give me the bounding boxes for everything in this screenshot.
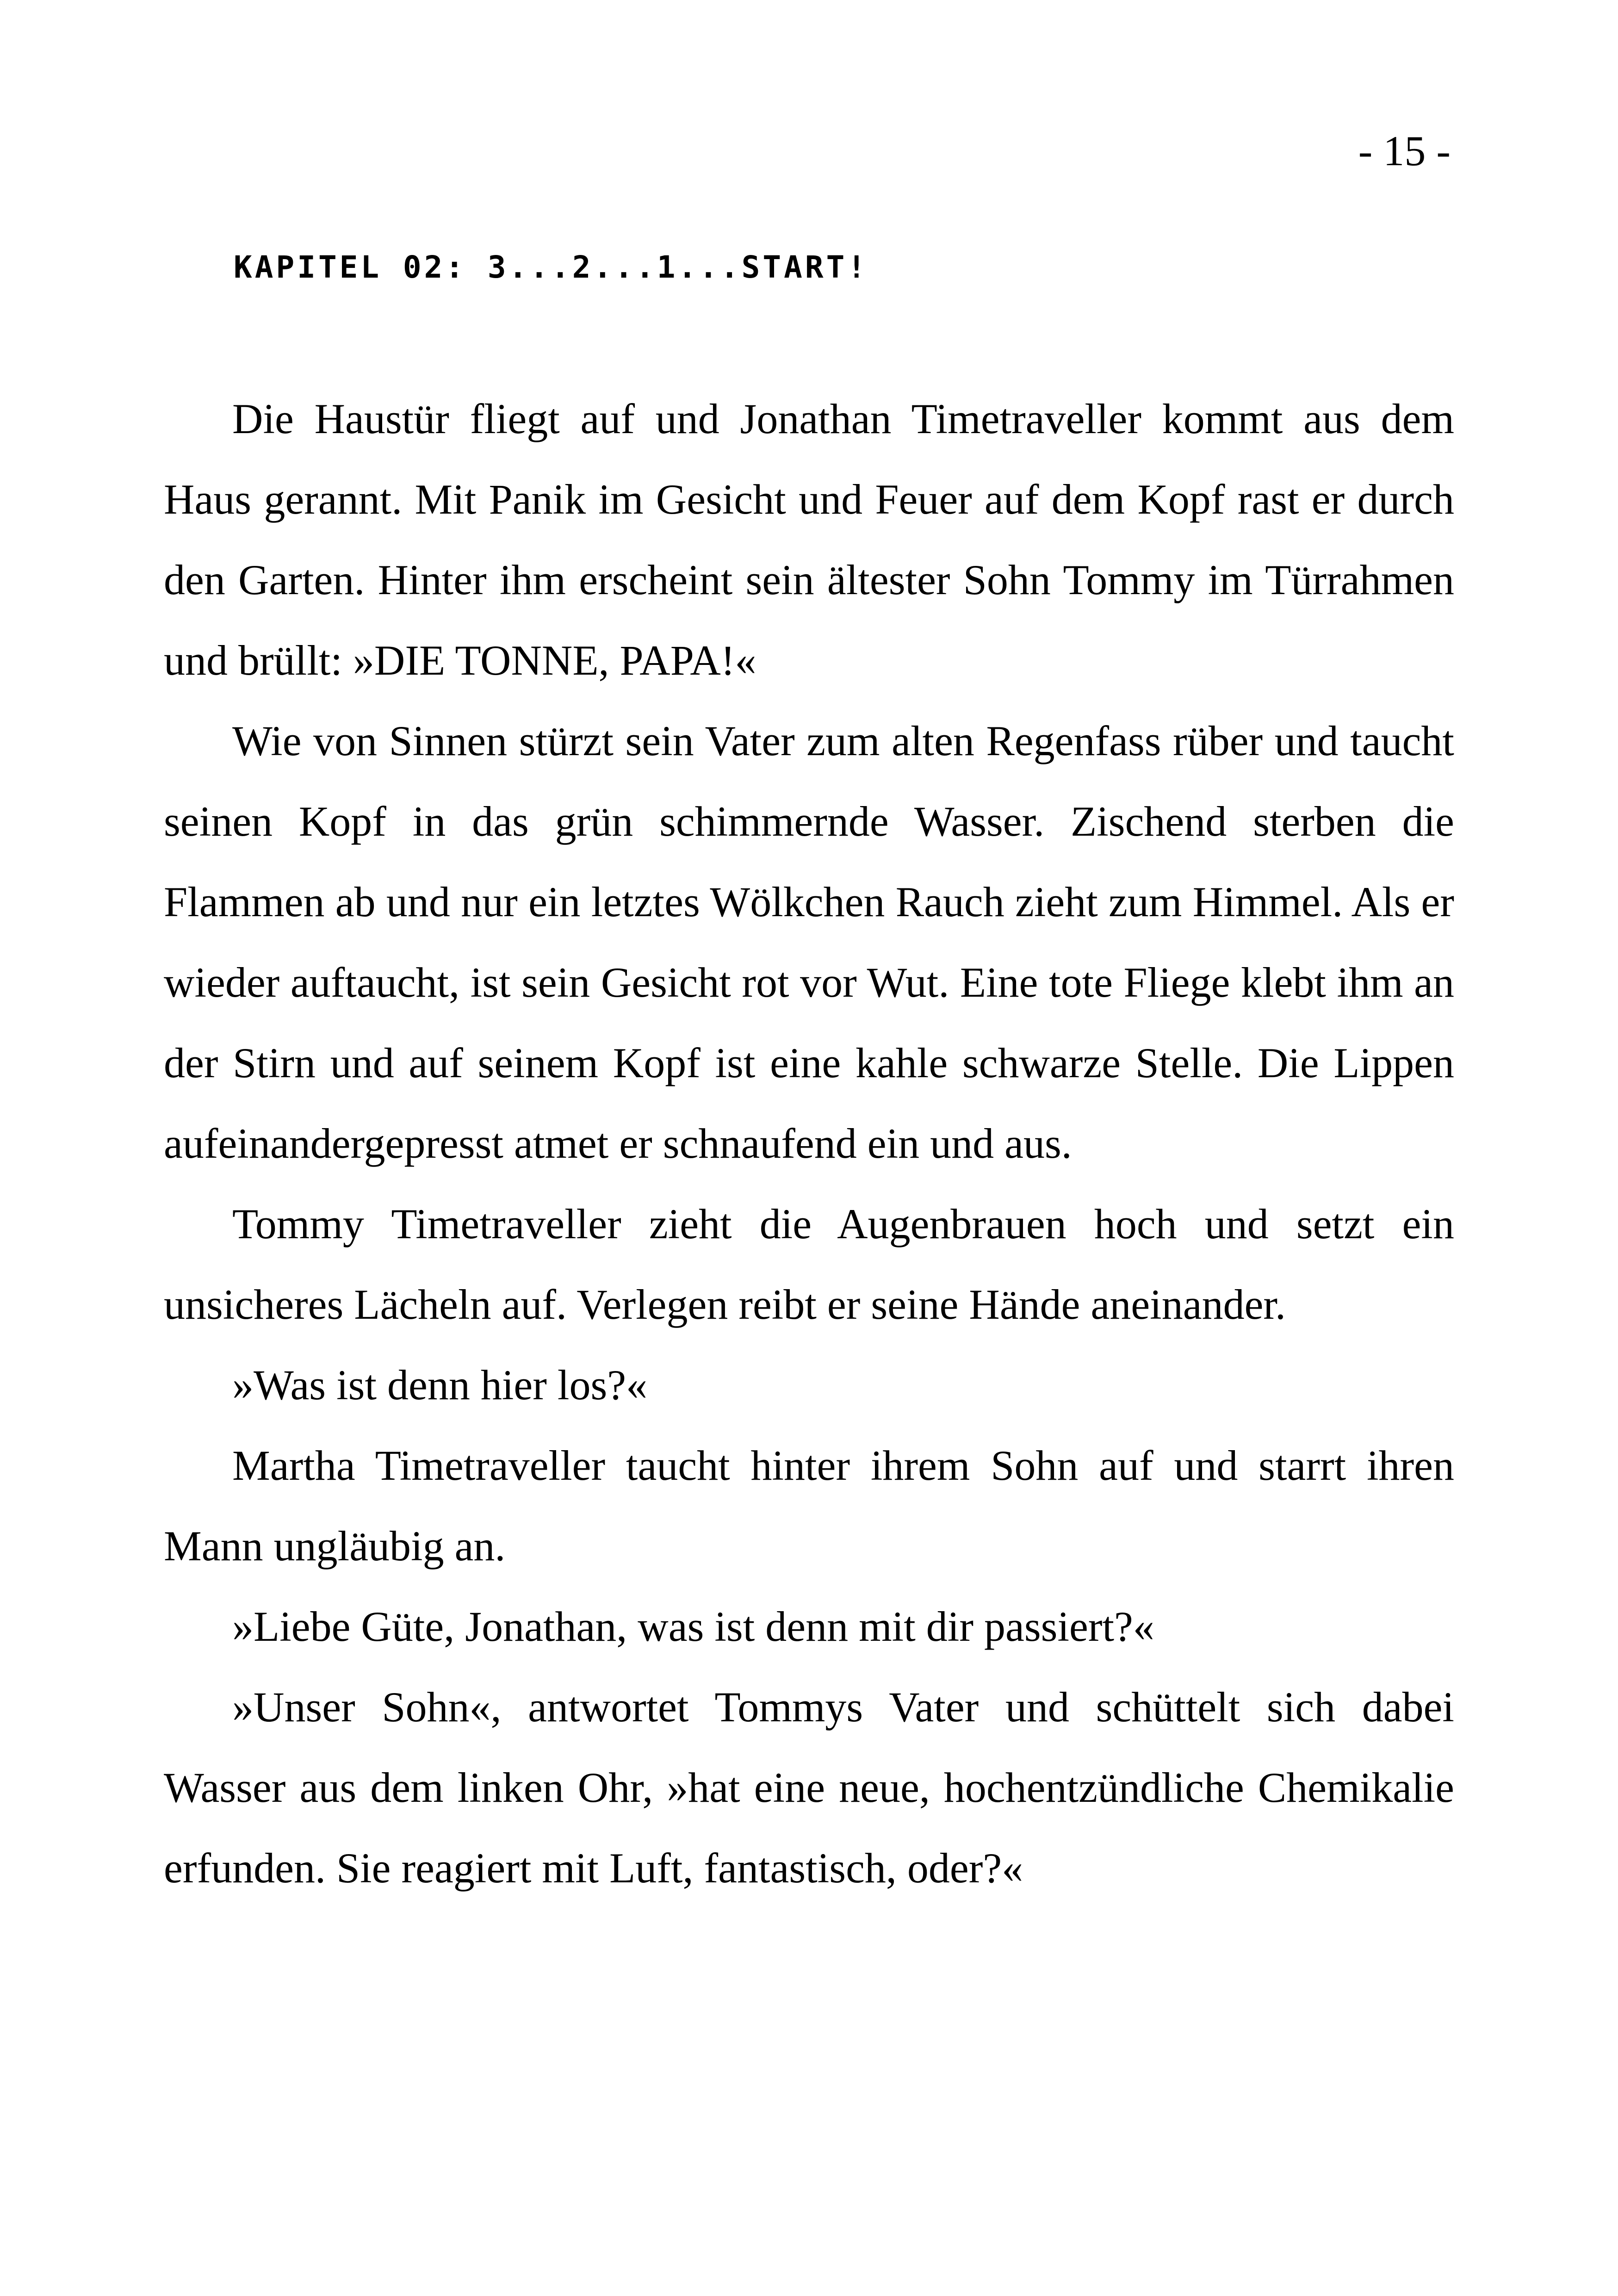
chapter-title: KAPITEL 02: 3...2...1...START! xyxy=(234,249,869,285)
paragraph: Martha Timetraveller taucht hinter ihrem Sohn auf und starrt ihren Mann ungläubig an. xyxy=(164,1442,1454,1570)
paragraph: »Was ist denn hier los?« xyxy=(232,1361,648,1409)
paragraph: »Liebe Güte, Jonathan, was ist denn mit dir passiert?« xyxy=(232,1603,1154,1650)
paragraph: Tommy Timetraveller zieht die Augenbrauen hoch und setzt ein unsicheres Lächeln auf. Verlegen reibt er seine Hände aneinander. xyxy=(164,1200,1454,1328)
page-number: - 15 - xyxy=(1358,127,1451,174)
paragraph: Wie von Sinnen stürzt sein Vater zum alten Regenfass rüber und taucht seinen Kopf in das grün schimmernde Wasser. Zischend sterben die Flammen ab und nur ein letztes Wölkchen Rauch zieht zum Himmel. Als er wieder auftaucht, ist sein Gesicht rot vor Wut. Eine tote Fliege klebt ihm an der Stirn und auf seinem Kopf ist eine kahle schwarze Stelle. Die Lippen aufeinandergepresst atmet er schnaufend ein und aus. xyxy=(164,717,1454,1167)
paragraph: Die Haustür fliegt auf und Jonathan Timetraveller kommt aus dem Haus gerannt. Mit Panik im Gesicht und Feuer auf dem Kopf rast er durch den Garten. Hinter ihm erscheint sein ältester Sohn Tommy im Türrahmen und brüllt: »DIE TONNE, PAPA!« xyxy=(164,395,1454,684)
body-text xyxy=(164,379,1454,1908)
paragraph: »Unser Sohn«, antwortet Tommys Vater und schüttelt sich dabei Wasser aus dem linken Ohr, »hat eine neue, hochentzündliche Chemikalie erfunden. Sie reagiert mit Luft, fantastisch, oder?« xyxy=(164,1683,1454,1892)
